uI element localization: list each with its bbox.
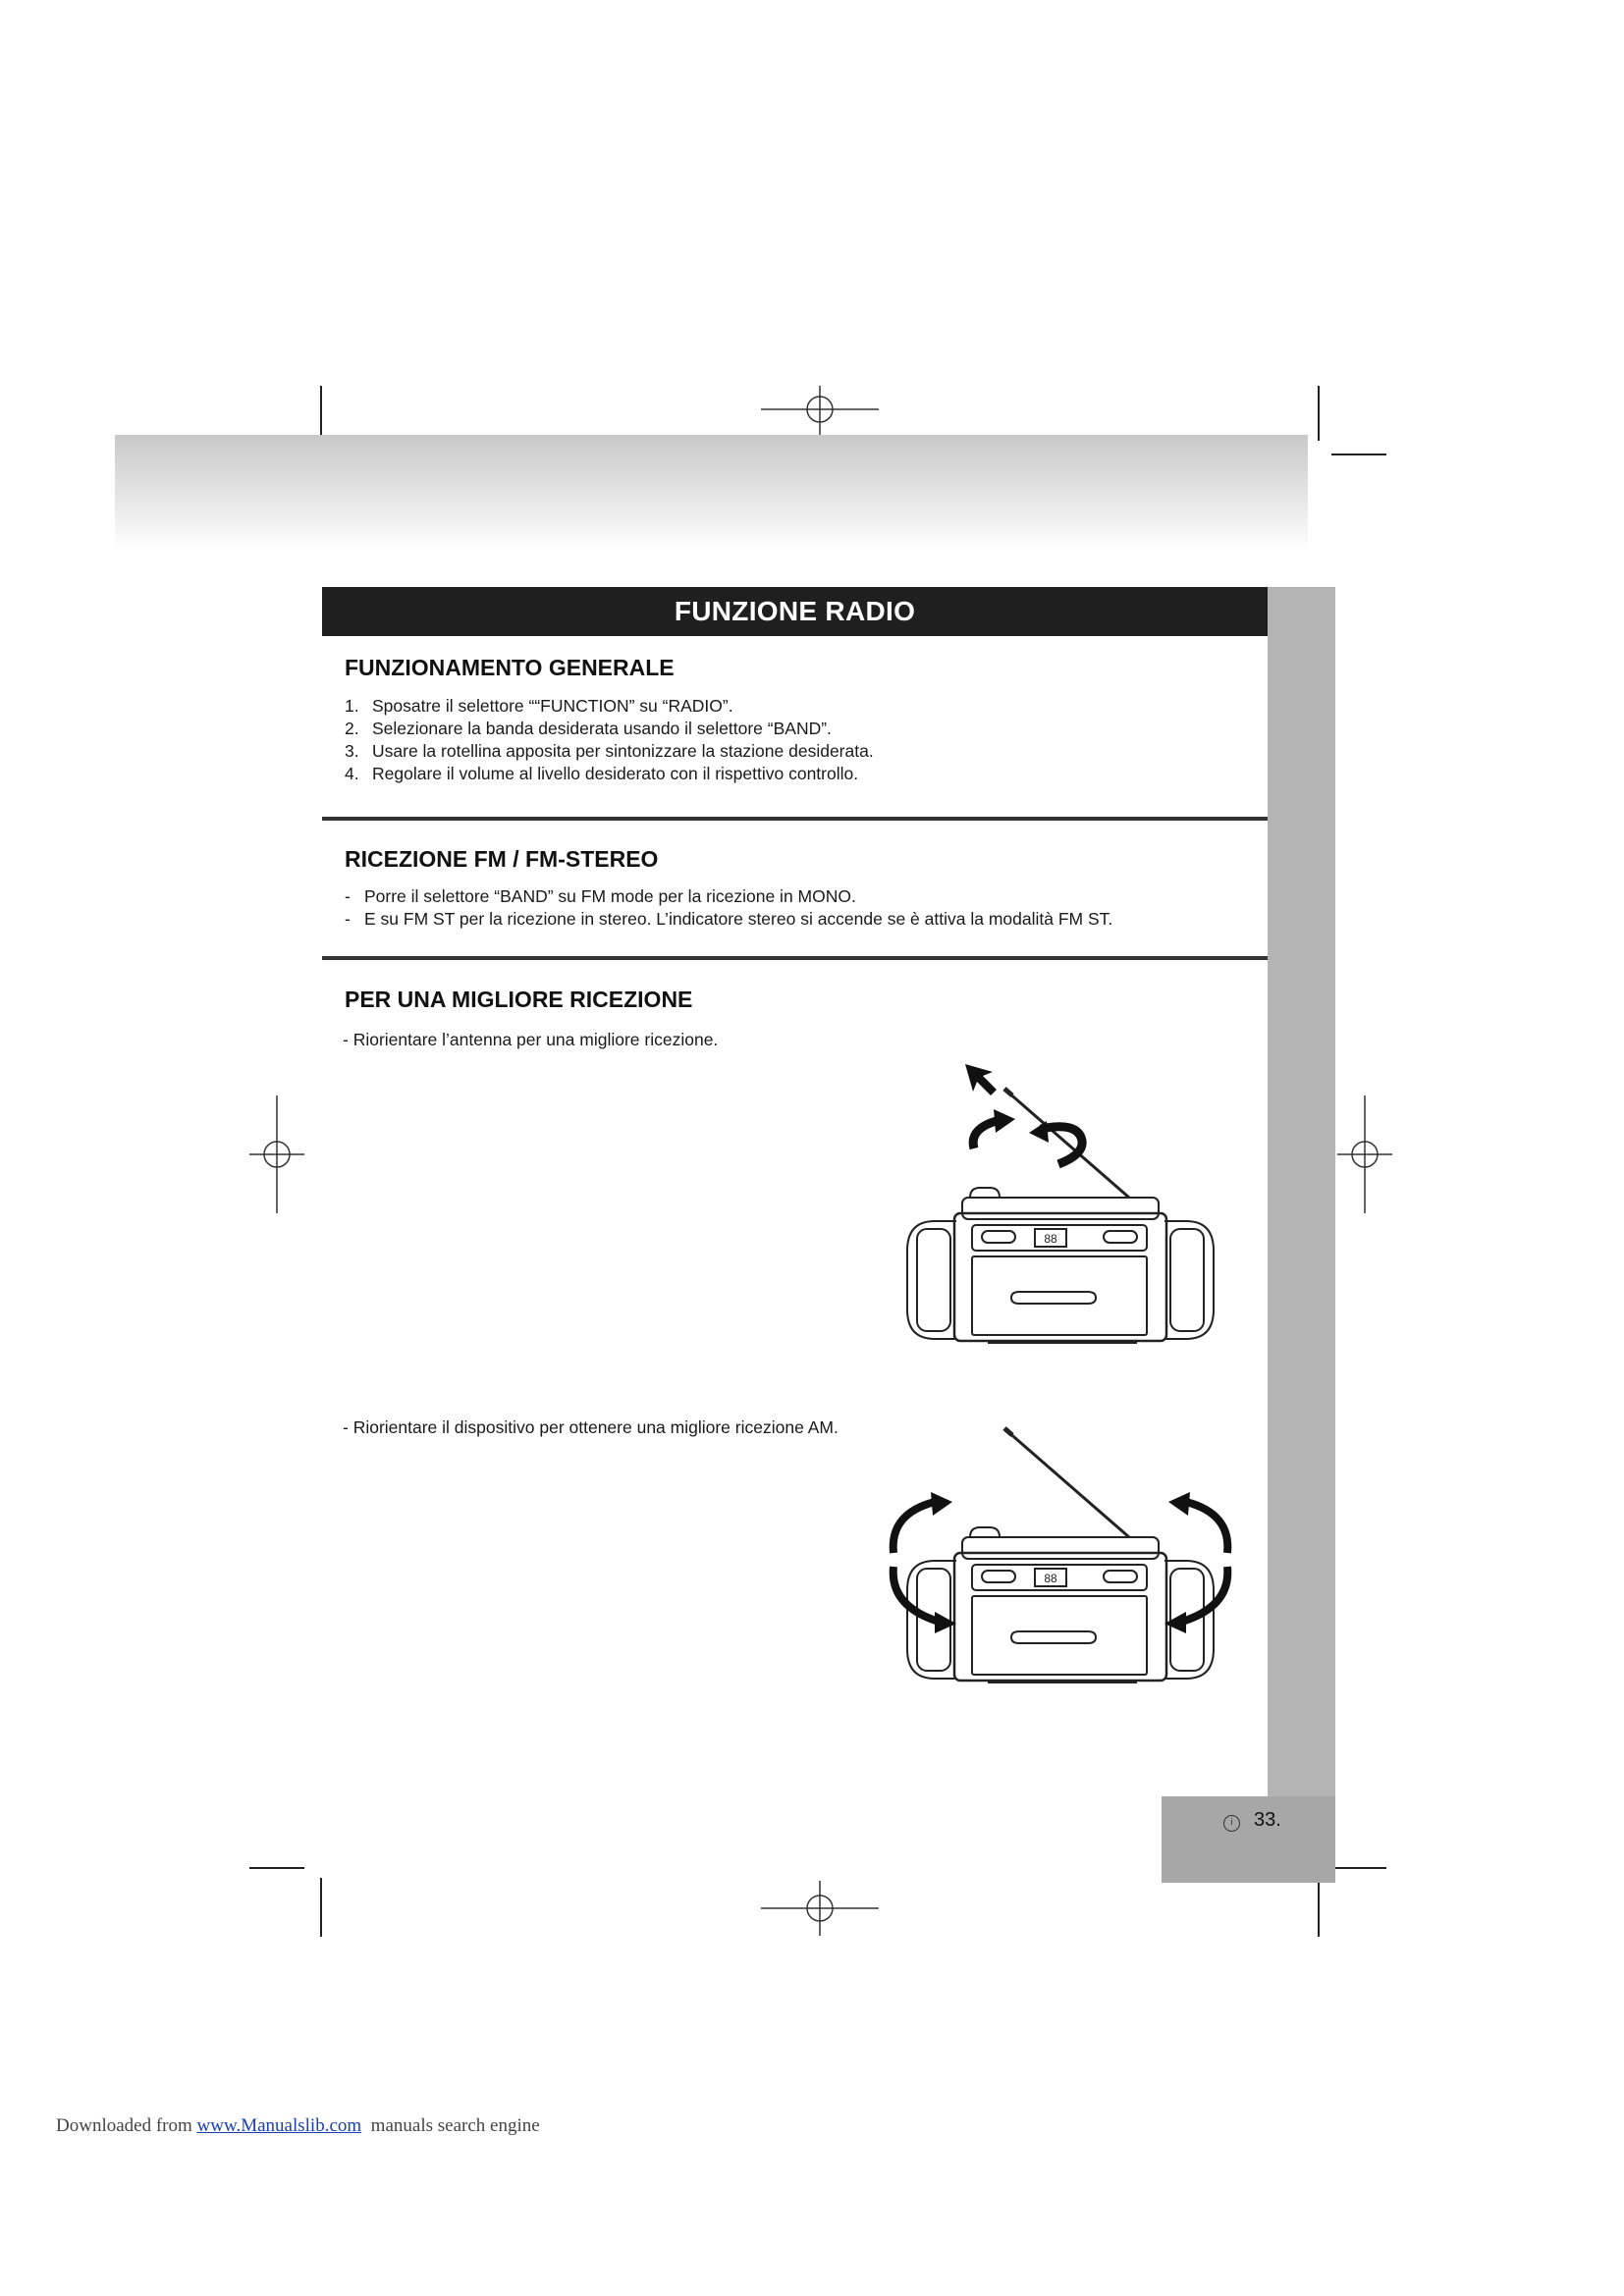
- crop-mark: [249, 1867, 304, 1869]
- registration-mark-top: [761, 386, 879, 435]
- section-divider: [322, 817, 1268, 821]
- svg-text:88: 88: [1044, 1572, 1057, 1585]
- antenna-note: - Riorientare l’antenna per una migliore ricezione.: [343, 1030, 719, 1049]
- list-item: - E su FM ST per la ricezione in stereo. L’indicatore stereo si accende se è attiva la modalità FM ST.: [345, 909, 1113, 929]
- section-heading-better-reception: PER UNA MIGLIORE RICEZIONE: [345, 987, 693, 1012]
- fm-items-list: [345, 885, 1112, 931]
- crop-mark: [320, 386, 322, 441]
- boombox-antenna-rotate-icon: [872, 1052, 1225, 1366]
- crop-mark: [1331, 454, 1386, 455]
- list-item: 1. Sposatre il selettore ““FUNCTION” su “RADIO”.: [345, 696, 733, 716]
- general-steps-list: [345, 695, 874, 785]
- registration-mark-right: [1337, 1095, 1392, 1213]
- info-icon: i: [1223, 1815, 1240, 1832]
- download-footer: Downloaded from www.Manualslib.com manuals search engine: [56, 2115, 540, 2136]
- section-heading-general: FUNZIONAMENTO GENERALE: [345, 655, 675, 680]
- side-tab-bar: [1268, 587, 1335, 1796]
- svg-text:88: 88: [1044, 1232, 1057, 1246]
- device-note: - Riorientare il dispositivo per ottenere una migliore ricezione AM.: [343, 1417, 839, 1437]
- manualslib-link[interactable]: www.Manualslib.com: [196, 2115, 362, 2136]
- registration-mark-left: [249, 1095, 304, 1213]
- section-heading-fm: RICEZIONE FM / FM-STEREO: [345, 846, 659, 872]
- page-number: 33.: [1254, 1809, 1281, 1831]
- crop-mark: [320, 1878, 322, 1937]
- crop-mark: [1318, 386, 1320, 441]
- header-gradient-band: [115, 435, 1308, 551]
- boombox-device-rotate-icon: [854, 1419, 1247, 1714]
- crop-mark: [1318, 1878, 1320, 1937]
- crop-mark: [1331, 1867, 1386, 1869]
- section-divider: [322, 956, 1268, 960]
- list-item: 2. Selezionare la banda desiderata usando il selettore “BAND”.: [345, 719, 832, 738]
- list-item: 3. Usare la rotellina apposita per sintonizzare la stazione desiderata.: [345, 741, 874, 761]
- list-item: - Porre il selettore “BAND” su FM mode per la ricezione in MONO.: [345, 886, 856, 906]
- registration-mark-bottom: [761, 1881, 879, 1936]
- list-item: 4. Regolare il volume al livello desiderato con il rispettivo controllo.: [345, 764, 859, 783]
- page-title: FUNZIONE RADIO: [322, 587, 1268, 636]
- page-number-tab: [1162, 1796, 1335, 1883]
